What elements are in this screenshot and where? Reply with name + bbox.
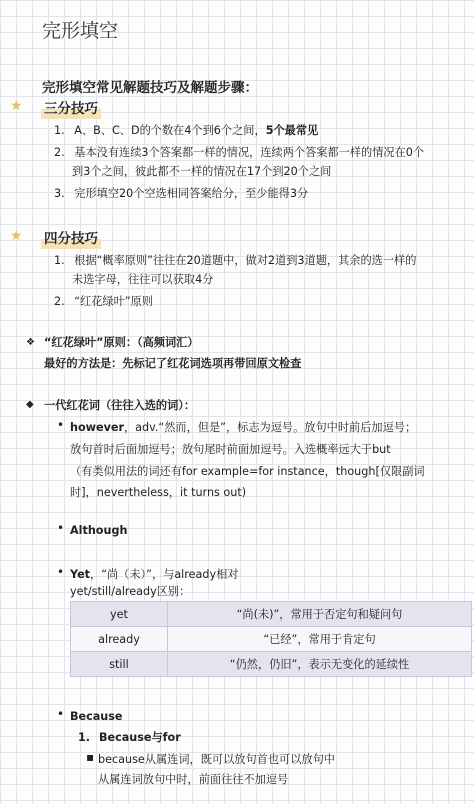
item-number: 2. [54,295,65,308]
item-text: 基本没有连续3个答案都一样的情况，连续两个答案都一样的情况在0个 [74,146,425,159]
bullet-icon: • [57,565,65,579]
rule-best-method: 最好的方法是：先标记了红花词选项再带回原文检查 [44,357,302,370]
list-item [54,121,318,140]
list-item [54,184,308,203]
item-text: 完形填空20个空选相同答案给分，至少能得3分 [74,187,309,200]
item-number: 1. [54,254,65,267]
comparison-table [70,601,472,677]
main-heading: 完形填空常见解题技巧及解题步骤： [42,80,258,96]
item-text: 根据“概率原则”往往在20道题中，做对2道到3道题，其余的选一样的 [74,254,417,267]
table-cell: “尚(未)”，常用于否定句和疑问句 [168,602,472,627]
item-number: 1. [78,731,91,744]
however-line [70,418,416,437]
because-subtitle: Because与for [98,731,181,744]
list-item [54,143,424,162]
gen1-title: 一代红花词（往往入选的词）： [44,399,196,412]
item-text-continued: 到3个之间，彼此都不一样的情况在17个到20个之间 [72,165,332,178]
bullet-icon: • [57,521,65,535]
because-text: because从属连词，既可以放句首也可以放句中 [98,753,335,766]
item-text: A、B、C、D的个数在4个到6个之间， [74,124,266,137]
because-subheading [78,728,181,747]
list-item [54,292,153,311]
bullet-icon: • [57,418,65,432]
however-word: however [70,421,124,434]
diamond-icon: ◆ [26,399,34,410]
page-title: 完形填空 [42,20,119,42]
item-text: “红花绿叶”原则 [74,295,153,308]
item-text-continued: 未选字母，往往可以获取4分 [72,273,214,286]
however-text: ，adv.“然而，但是”，标志为逗号。放句中时前后加逗号； [123,421,417,434]
item-number: 3. [54,187,65,200]
item-number: 2. [54,146,65,159]
although-word: Although [70,524,128,537]
diamond-icon: ❖ [26,337,35,348]
item-bold-text: 5个最常见 [265,124,319,137]
yet-subtitle: yet/still/already区别： [70,585,191,598]
bullet-icon: • [57,707,65,721]
table-cell: already [71,627,168,652]
table-cell: still [71,652,168,677]
table-row [71,602,472,627]
star-icon: ★ [10,98,23,114]
table-row [71,627,472,652]
item-number: 1. [54,124,65,137]
yet-text: ，“尚（未）”，与already相对 [90,568,239,581]
however-text: 时]，nevertheless，it turns out) [70,486,247,499]
section-title: 四分技巧 [41,229,101,249]
rule-title: “红花绿叶”原则：（高频词汇） [44,336,199,349]
table-cell: yet [71,602,168,627]
section-title: 三分技巧 [41,99,101,119]
table-cell: “已经”，常用于肯定句 [168,627,472,652]
list-item [54,251,416,270]
star-icon: ★ [10,228,23,244]
because-word: Because [70,710,123,723]
table-cell: “仍然，仍旧”，表示无变化的延续性 [168,652,472,677]
table-row [71,652,472,677]
however-text: （有类似用法的词还有for example=for instance，though[仅限副词 [70,465,425,478]
because-text: 从属连词放句中时，前面往往不加逗号 [98,773,289,786]
however-text: 放句首时后面加逗号；放句尾时前面加逗号。入选概率远大于but [70,443,391,456]
yet-word: Yet [70,568,91,581]
bullet-icon: ▪ [86,750,95,764]
